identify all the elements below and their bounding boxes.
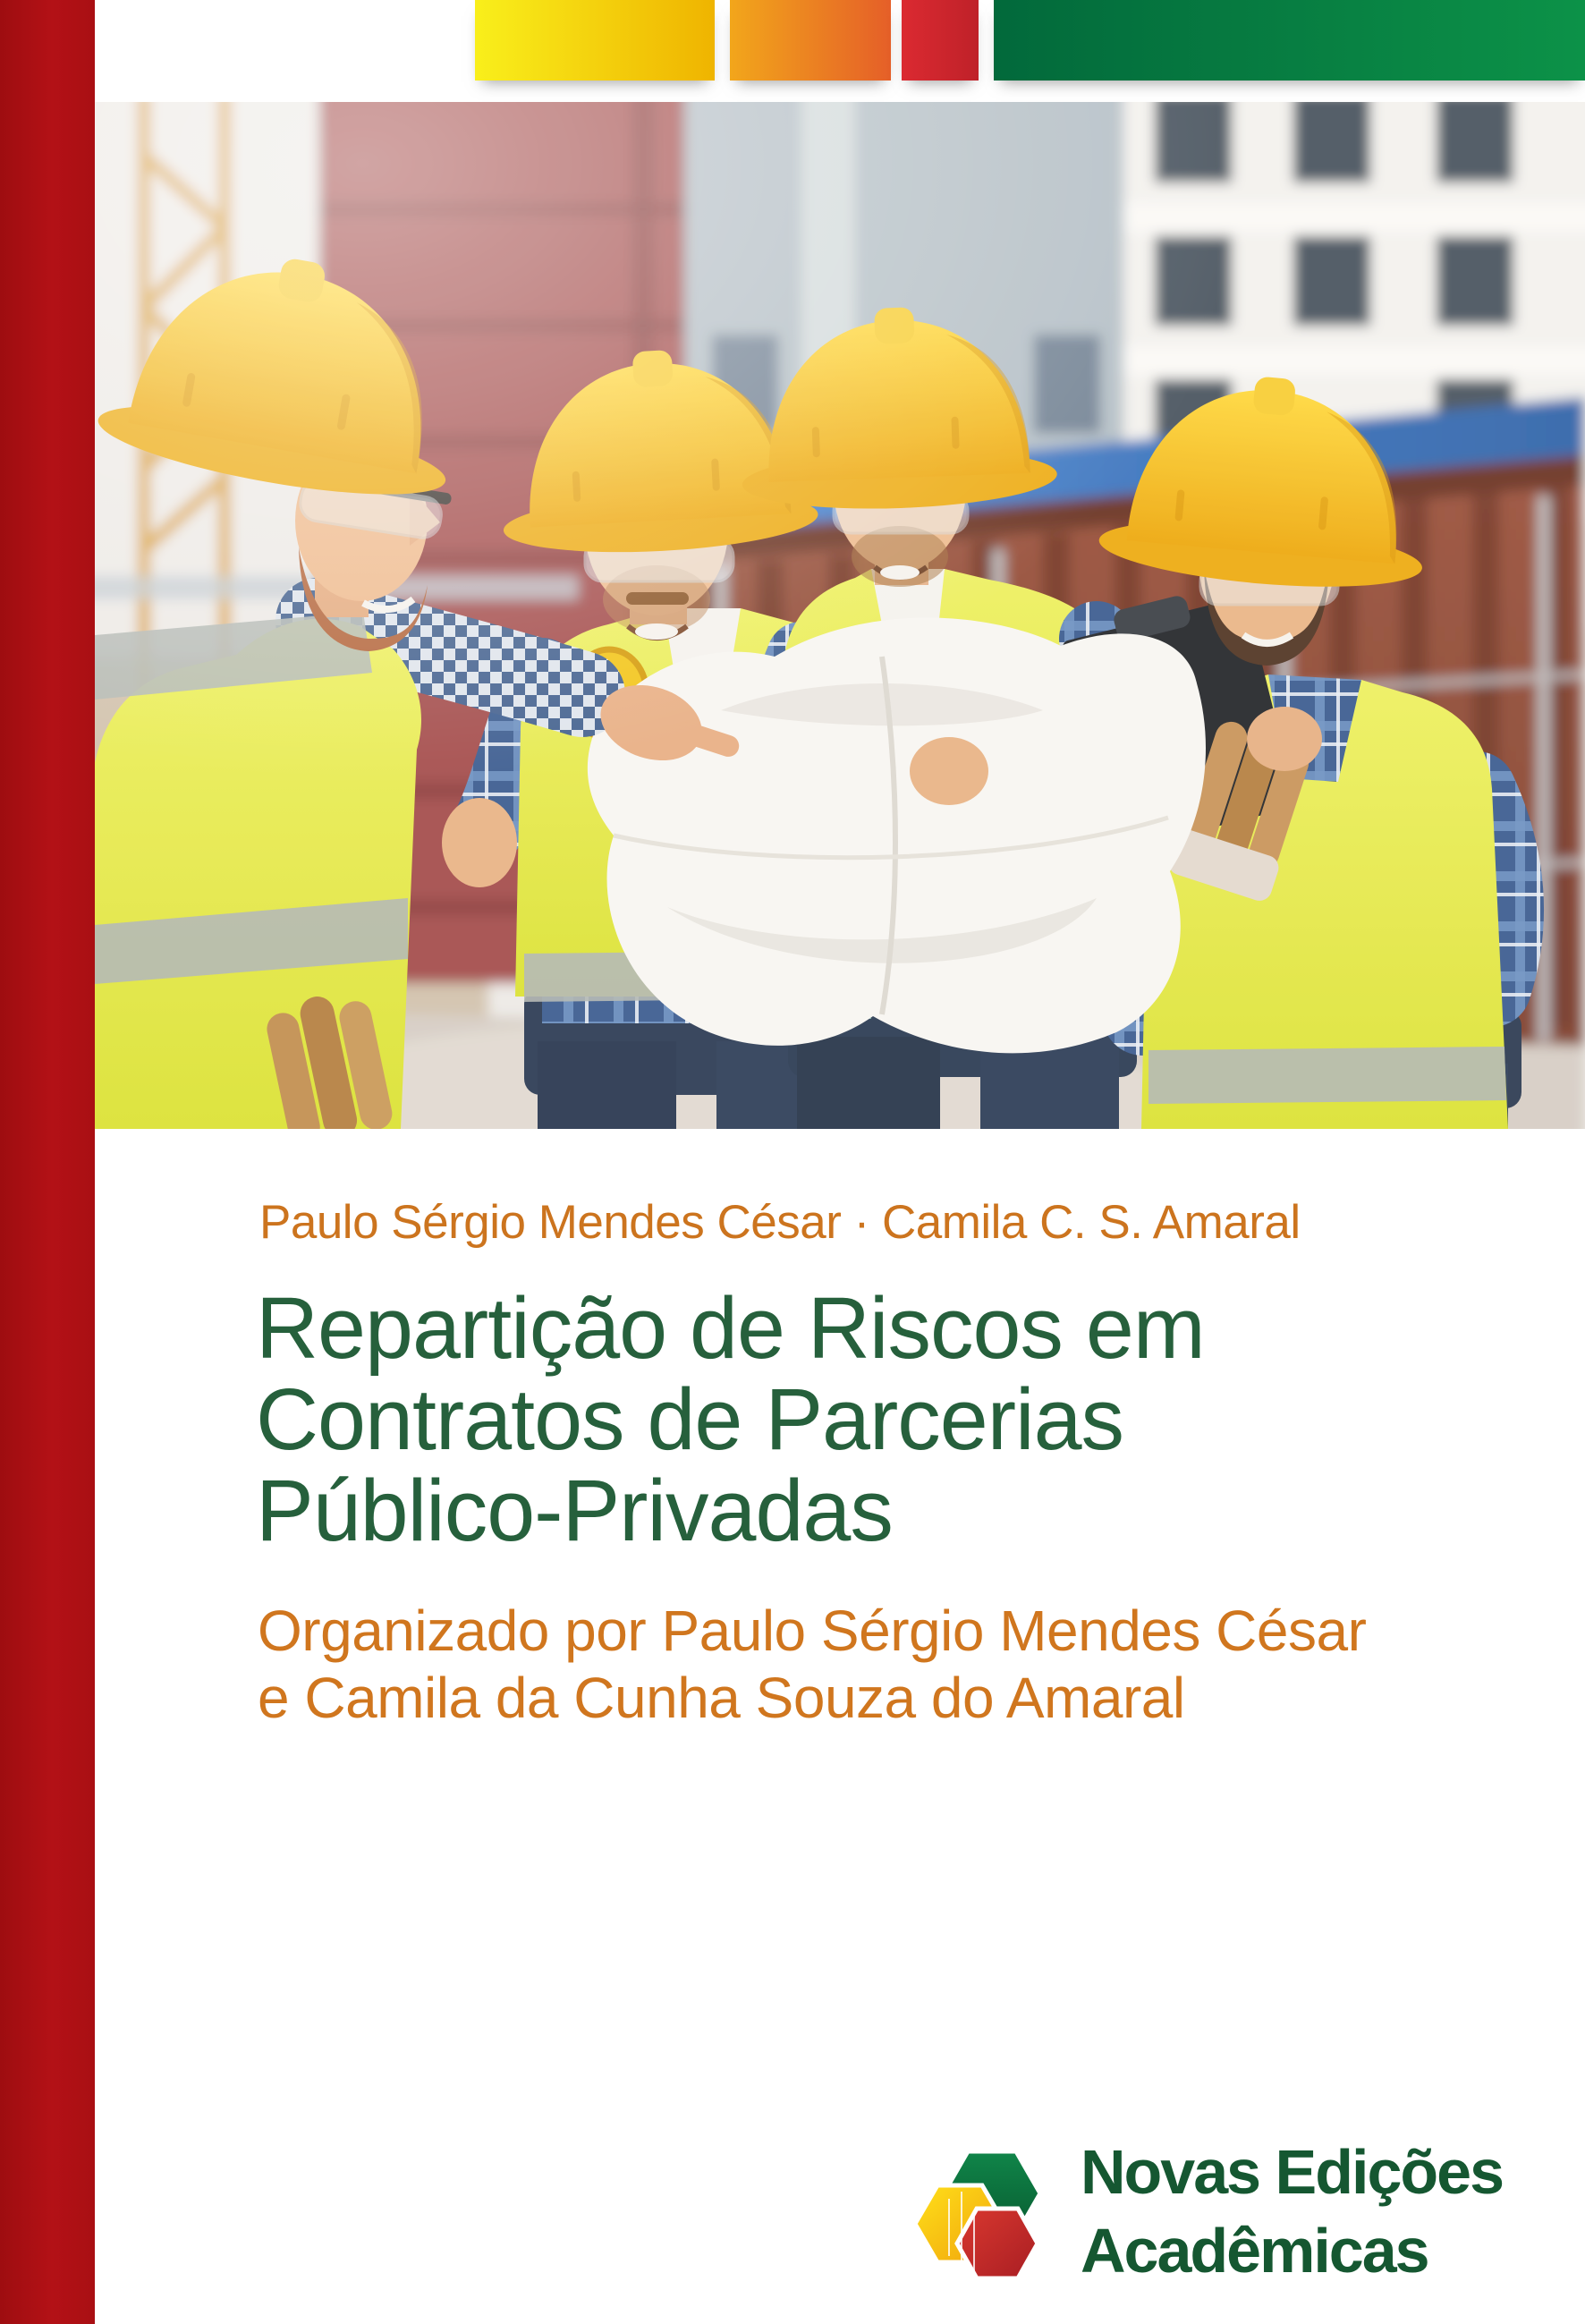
- publisher-name-line-1: Novas Edições: [1081, 2137, 1503, 2207]
- book-subtitle: [258, 1598, 1366, 1732]
- brand-bar-green: [994, 0, 1585, 81]
- brand-bar-orange: [730, 0, 891, 81]
- title-line-2: Contratos de Parcerias: [256, 1370, 1124, 1468]
- logo-hexagon-red: [957, 2209, 1038, 2278]
- title-line-1: Repartição de Riscos em: [256, 1279, 1205, 1377]
- publisher-name-line-2: Acadêmicas: [1081, 2216, 1428, 2286]
- publisher-block: [914, 2133, 1503, 2292]
- subtitle-line-2: e Camila da Cunha Souza do Amaral: [258, 1665, 1185, 1730]
- title-line-3: Público-Privadas: [256, 1461, 893, 1559]
- book-title: [256, 1279, 1205, 1559]
- brand-bar-red: [902, 0, 979, 81]
- construction-workers-photo: [95, 102, 1585, 1129]
- brand-bar-yellow: [475, 0, 715, 81]
- spine-accent-bar: [0, 0, 95, 2324]
- cover-photo: [95, 102, 1585, 1129]
- hexagons-logo-icon: [914, 2138, 1041, 2292]
- authors-line: Paulo Sérgio Mendes César · Camila C. S. Amaral: [259, 1196, 1301, 1249]
- publisher-name: [1081, 2133, 1503, 2290]
- subtitle-line-1: Organizado por Paulo Sérgio Mendes César: [258, 1599, 1367, 1663]
